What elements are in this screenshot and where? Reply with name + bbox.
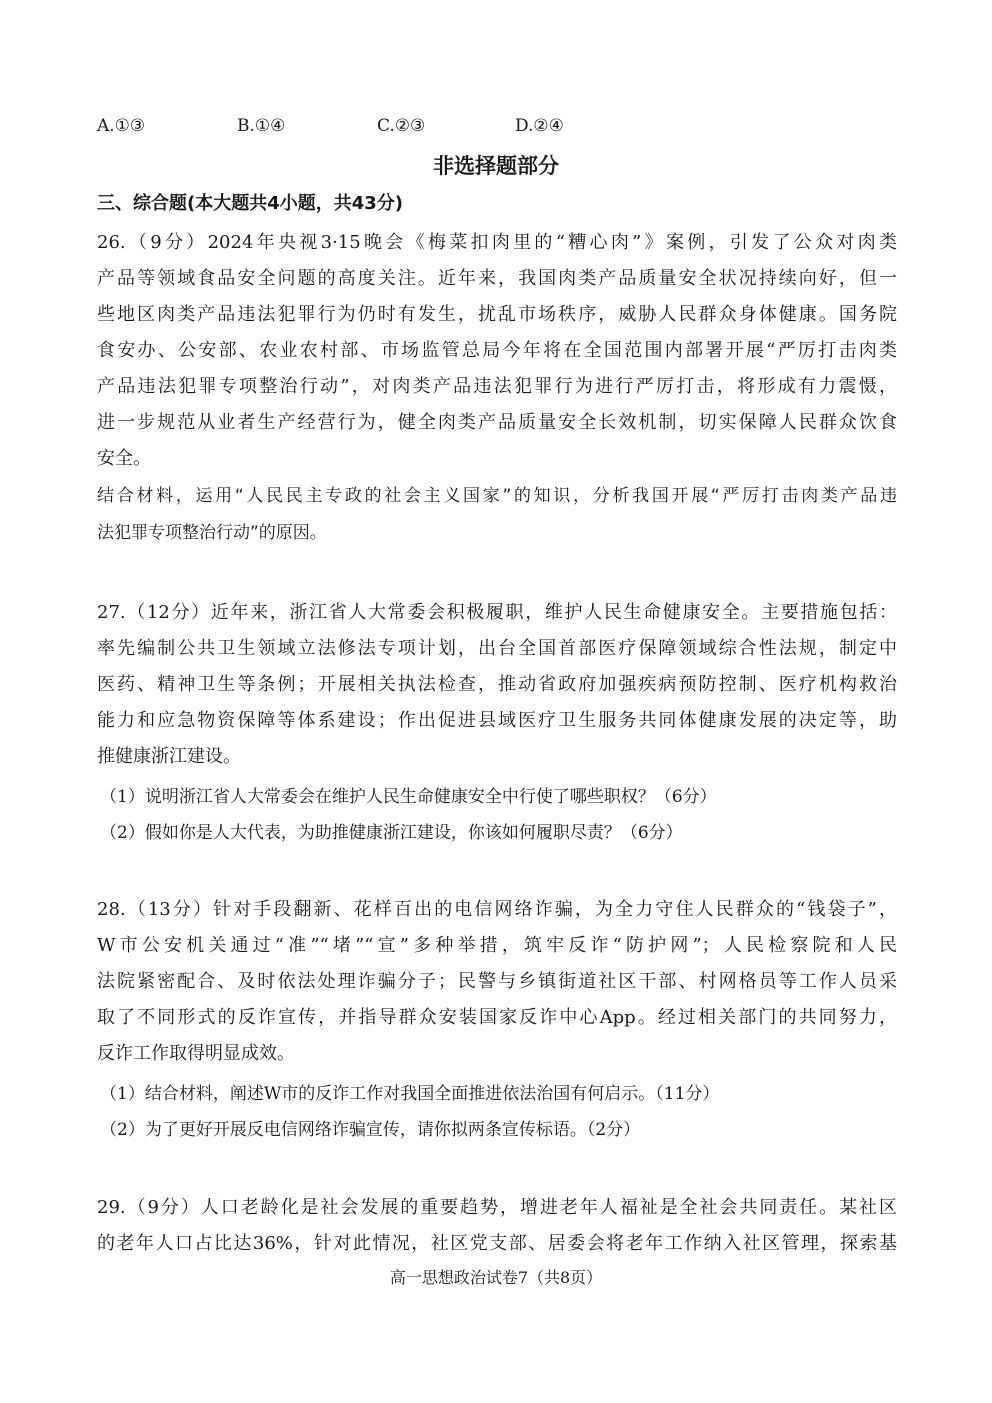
q26-line: 产品违法犯罪专项整治行动”，对肉类产品违法犯罪行为进行严厉打击，将形成有力震慑， <box>97 376 897 397</box>
option-c: C.②③ <box>377 116 426 136</box>
q26-line: 产品等领域食品安全问题的高度关注。近年来，我国肉类产品质量安全状况持续向好，但一 <box>97 268 897 289</box>
q28-line: 法院紧密配合、及时依法处理诈骗分子；民警与乡镇街道社区干部、村网格员等工作人员采 <box>97 971 897 992</box>
part-title: 非选择题部分 <box>433 154 559 178</box>
q28-line: 反诈工作取得明显成效。 <box>97 1043 295 1064</box>
q27-subquestion-2: （2）假如你是人大代表，为助推健康浙江建设，你该如何履职尽责？（6分） <box>100 823 683 843</box>
option-d: D.②④ <box>515 116 564 136</box>
q27-line: 率先编制公共卫生领域立法修法专项计划，出台全国首部医疗保障领域综合性法规，制定中 <box>97 638 897 659</box>
q28-subquestion-1: （1）结合材料，阐述W市的反诈工作对我国全面推进依法治国有何启示。（11分） <box>100 1084 720 1104</box>
q29-line: 29.（9分）人口老龄化是社会发展的重要趋势，增进老年人福祉是全社会共同责任。某社区 <box>97 1197 897 1218</box>
q28-line: W市公安机关通过“准”“堵”“宣”多种举措，筑牢反诈“防护网”；人民检察院和人民 <box>97 935 897 956</box>
q26-line: 进一步规范从业者生产经营行为，健全肉类产品质量安全长效机制，切实保障人民群众饮食 <box>97 412 897 433</box>
q27-line: 推健康浙江建设。 <box>97 746 241 767</box>
page-footer: 高一思想政治试卷7（共8页） <box>389 1268 603 1287</box>
q27-line: 医药、精神卫生等条例；开展相关执法检查，推动省政府加强疾病预防控制、医疗机构救治 <box>97 674 897 695</box>
q26-line: 26.（9分）2024年央视3·15晚会《梅菜扣肉里的“糟心肉”》案例，引发了公众对肉类 <box>97 232 897 253</box>
section-title: 三、综合题(本大题共4小题，共43分) <box>97 193 404 214</box>
q28-subquestion-2: （2）为了更好开展反电信网络诈骗宣传，请你拟两条宣传标语。（2分） <box>100 1120 641 1140</box>
q26-prompt: 法犯罪专项整治行动”的原因。 <box>97 523 327 543</box>
q27-line: 能力和应急物资保障等体系建设；作出促进县域医疗卫生服务共同体健康发展的决定等，助 <box>97 710 897 731</box>
q26-line: 些地区肉类产品违法犯罪行为仍时有发生，扰乱市场秩序，威胁人民群众身体健康。国务院 <box>97 304 897 325</box>
option-a: A.①③ <box>97 116 146 136</box>
q26-line: 食安办、公安部、农业农村部、市场监管总局今年将在全国范围内部署开展“严厉打击肉类 <box>97 340 897 361</box>
q27-line: 27.（12分）近年来，浙江省人大常委会积极履职，维护人民生命健康安全。主要措施包括： <box>97 602 897 623</box>
q26-prompt: 结合材料，运用“人民民主专政的社会主义国家”的知识，分析我国开展“严厉打击肉类产品违 <box>97 486 897 506</box>
q29-line: 的老年人口占比达36%，针对此情况，社区党支部、居委会将老年工作纳入社区管理，探索基 <box>97 1233 897 1254</box>
q28-line: 取了不同形式的反诈宣传，并指导群众安装国家反诈中心App。经过相关部门的共同努力， <box>97 1007 897 1028</box>
q26-line: 安全。 <box>97 448 151 469</box>
option-b: B.①④ <box>237 116 286 136</box>
q27-subquestion-1: （1）说明浙江省人大常委会在维护人民生命健康安全中行使了哪些职权？（6分） <box>100 787 717 807</box>
q28-line: 28.（13分）针对手段翻新、花样百出的电信网络诈骗，为全力守住人民群众的“钱袋子”， <box>97 899 897 920</box>
